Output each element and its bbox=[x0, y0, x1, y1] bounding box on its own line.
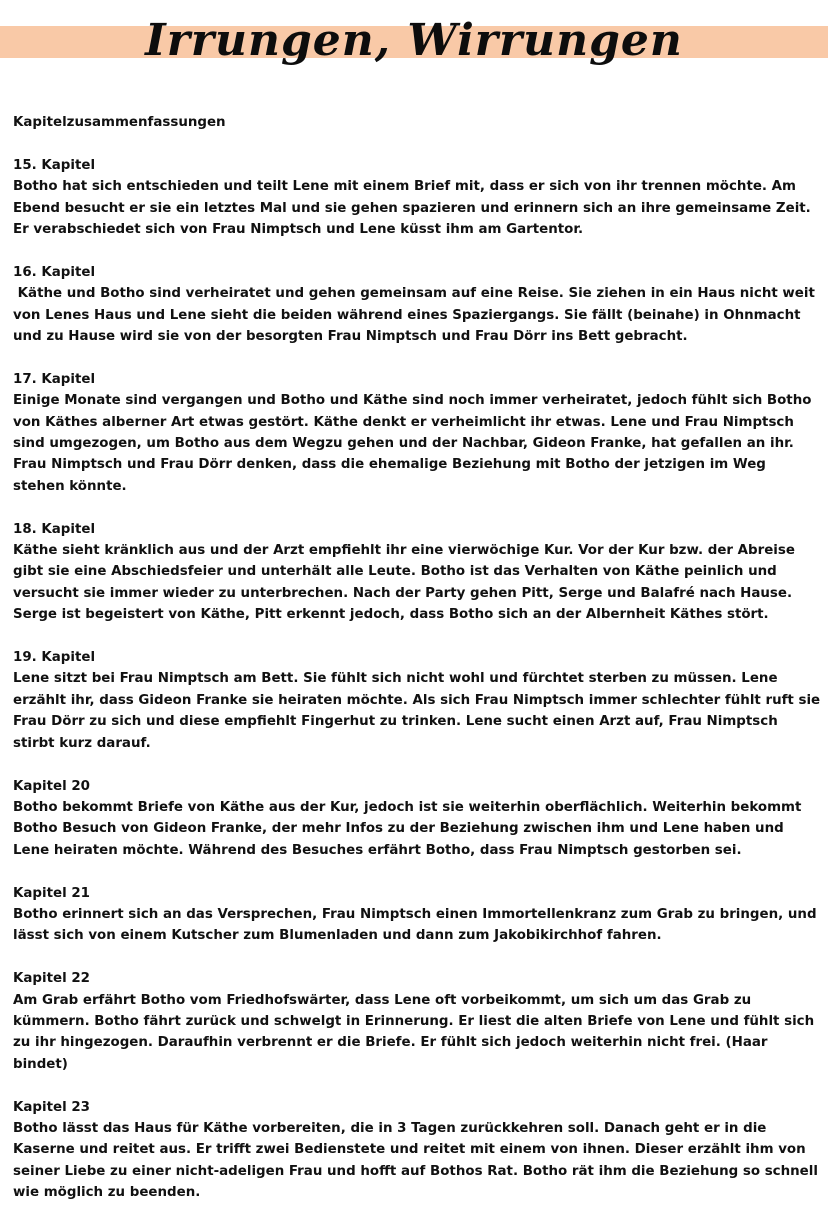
document-heading: Kapitelzusammenfassungen bbox=[13, 115, 226, 130]
chapter-section bbox=[13, 883, 821, 947]
chapter-section bbox=[13, 519, 821, 626]
chapter-title: 16. Kapitel bbox=[13, 264, 96, 280]
chapter-summary: Käthe sieht kränklich aus und der Arzt empfiehlt ihr eine vierwöchige Kur. Vor der Kur bzw. der Abreise gibt sie eine Abschiedsfeier und unterhält alle Leute. Botho ist das Verhalten von Käthe peinlich und versucht sie immer wieder zu unterbrechen. Nach der Party gehen Pitt, Serge und Balafré nach Hause. Serge ist begeistert von Käthe, Pitt erkennt jedoch, dass Botho sich an der Albernheit Käthes stört. bbox=[13, 543, 800, 623]
chapter-title: 15. Kapitel bbox=[13, 157, 96, 173]
chapter-summary: Käthe und Botho sind verheiratet und gehen gemeinsam auf eine Reise. Sie ziehen in ein Haus nicht weit von Lenes Haus und Lene sieht die beiden während eines Spaziergangs. Sie fällt (beinahe) in Ohnmacht und zu Hause wird sie von der besorgten Frau Nimptsch und Frau Dörr ins Bett gebracht. bbox=[13, 286, 820, 345]
chapter-section bbox=[13, 1097, 821, 1204]
chapter-section bbox=[13, 968, 821, 1075]
chapter-title: Kapitel 20 bbox=[13, 778, 90, 794]
chapter-title: 19. Kapitel bbox=[13, 650, 96, 666]
chapter-section bbox=[13, 262, 821, 348]
chapter-summary: Einige Monate sind vergangen und Botho und Käthe sind noch immer verheiratet, jedoch fühlt sich Botho von Käthes alberner Art etwas gestört. Käthe denkt er verheimlicht ihr etwas. Lene und Frau Nimptsch sind umgezogen, um Botho aus dem Wegzu gehen und der Nachbar, Gideon Franke, hat gefallen an ihr. Frau Nimptsch und Frau Dörr denken, dass die ehemalige Beziehung mit Botho der jetzigen im Weg stehen könnte. bbox=[13, 393, 817, 494]
chapter-summary: Botho lässt das Haus für Käthe vorbereiten, die in 3 Tagen zurückkehren soll. Danach geht er in die Kaserne und reitet aus. Er trifft zwei Bedienstete und reitet mit einem von ihnen. Dieser erzählt ihm von seiner Liebe zu einer nicht-adeligen Frau und hofft auf Bothos Rat. Botho rät ihm die Beziehung so schnell wie möglich zu beenden. bbox=[13, 1120, 823, 1201]
chapter-title: 17. Kapitel bbox=[13, 371, 96, 387]
document-body bbox=[13, 112, 825, 1225]
chapter-summary: Lene sitzt bei Frau Nimptsch am Bett. Sie fühlt sich nicht wohl und fürchtet sterben zu müssen. Lene erzählt ihr, dass Gideon Franke sie heiraten möchte. Als sich Frau Nimptsch immer schlechter fühlt ruft sie Frau Dörr zu sich und diese empfiehlt Fingerhut zu trinken. Lene sucht einen Arzt auf, Frau Nimptsch stirbt kurz darauf. bbox=[13, 671, 825, 751]
chapter-title: 18. Kapitel bbox=[13, 521, 96, 537]
chapter-summary: Botho hat sich entschieden und teilt Lene mit einem Brief mit, dass er sich von ihr trennen möchte. Am Ebend besucht er sie ein letztes Mal und sie gehen spazieren und erinnern sich an ihre gemeinsame Zeit. Er verabschiedet sich von Frau Nimptsch und Lene küsst ihm am Gartentor. bbox=[13, 179, 816, 238]
chapter-summary: Botho bekommt Briefe von Käthe aus der Kur, jedoch ist sie weiterhin oberflächlich. Weiterhin bekommt Botho Besuch von Gideon Franke, der mehr Infos zu der Beziehung zwischen ihm und Lene haben und Lene heiraten möchte. Während des Besuches erfährt Botho, dass Frau Nimptsch gestorben sei. bbox=[13, 799, 807, 858]
chapter-section bbox=[13, 155, 821, 241]
page-title: Irrungen, Wirrungen bbox=[145, 15, 683, 66]
chapter-section bbox=[13, 776, 821, 862]
chapter-title: Kapitel 21 bbox=[13, 885, 90, 901]
chapter-summary: Am Grab erfährt Botho vom Friedhofswärter, dass Lene oft vorbeikommt, um sich um das Grab zu kümmern. Botho fährt zurück und schwelgt in Erinnerung. Er liest die alten Briefe von Lene und fühlt sich zu ihr hingezogen. Daraufhin verbrennt er die Briefe. Er fühlt sich jedoch weiterhin nicht frei. (Haar bindet) bbox=[13, 992, 819, 1072]
chapter-section bbox=[13, 647, 825, 754]
chapter-title: Kapitel 22 bbox=[13, 971, 90, 987]
chapter-summary: Botho erinnert sich an das Versprechen, Frau Nimptsch einen Immortellenkranz zum Grab zu bringen, und lässt sich von einem Kutscher zum Blumenladen und dann zum Jakobikirchhof fahren. bbox=[13, 906, 822, 944]
chapter-title: Kapitel 23 bbox=[13, 1099, 90, 1115]
chapter-section bbox=[13, 369, 821, 497]
